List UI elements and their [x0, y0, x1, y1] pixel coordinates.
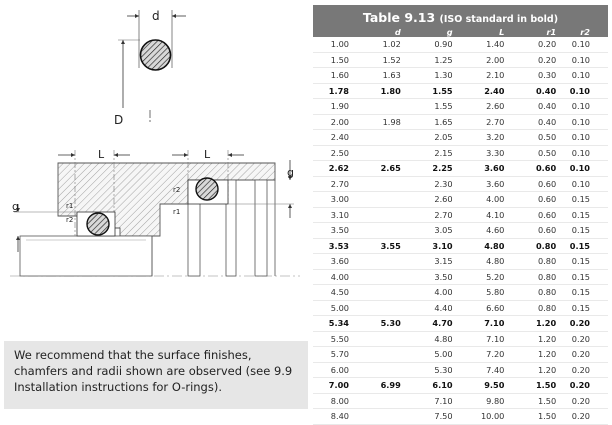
table-cell-d: [349, 269, 401, 285]
table-cell-r2: 0.10: [556, 145, 608, 161]
table-cell-d: [349, 285, 401, 301]
table-cell-g: 4.40: [401, 300, 453, 316]
table-row: [313, 130, 608, 146]
table-cell-c1: 2.62: [313, 161, 349, 177]
table-cell-L: 4.10: [453, 207, 505, 223]
table-cell-r1: 0.20: [504, 37, 556, 52]
table-title: Table 9.13: [362, 10, 436, 25]
table-row: [313, 300, 608, 316]
table-cell-r1: 0.80: [504, 269, 556, 285]
table-row: [313, 362, 608, 378]
table-cell-c1: 4.00: [313, 269, 349, 285]
table-cell-r2: 0.10: [556, 68, 608, 84]
table-cell-L: 3.20: [453, 130, 505, 146]
table-cell-d: [349, 192, 401, 208]
table-cell-r1: 1.20: [504, 316, 556, 332]
table-cell-L: 2.70: [453, 114, 505, 130]
table-row: [313, 83, 608, 99]
table-cell-r2: 0.15: [556, 300, 608, 316]
table-cell-L: 6.60: [453, 300, 505, 316]
table-cell-g: 3.50: [401, 269, 453, 285]
table-row: [313, 145, 608, 161]
table-cell-c1: 3.60: [313, 254, 349, 270]
table-cell-L: 9.80: [453, 393, 505, 409]
header-g: g: [401, 26, 453, 37]
table-cell-d: [349, 393, 401, 409]
table-cell-g: 1.55: [401, 99, 453, 115]
table-row: [313, 114, 608, 130]
dimension-g-label-right: g: [287, 166, 294, 179]
table-cell-r1: 0.60: [504, 192, 556, 208]
table-cell-d: 6.99: [349, 378, 401, 394]
dimension-d-label: d: [152, 9, 160, 23]
table-cell-L: 9.50: [453, 378, 505, 394]
table-cell-L: 3.60: [453, 161, 505, 177]
table-cell-L: 2.10: [453, 68, 505, 84]
table-cell-L: 2.00: [453, 52, 505, 68]
table-cell-c1: 3.00: [313, 192, 349, 208]
table-row: [313, 347, 608, 363]
table-cell-d: [349, 347, 401, 363]
dimension-L-label-right: L: [204, 148, 211, 161]
table-cell-g: 4.00: [401, 285, 453, 301]
table-cell-L: 4.80: [453, 238, 505, 254]
table-cell-r2: 0.10: [556, 83, 608, 99]
table-cell-c1: 6.00: [313, 362, 349, 378]
table-cell-L: 2.40: [453, 83, 505, 99]
table-cell-r2: 0.10: [556, 52, 608, 68]
table-row: [313, 269, 608, 285]
table-cell-L: 5.80: [453, 285, 505, 301]
table-cell-r2: 0.15: [556, 285, 608, 301]
table-cell-r1: 0.80: [504, 300, 556, 316]
table-cell-g: 4.80: [401, 331, 453, 347]
table-cell-g: 0.90: [401, 37, 453, 52]
table-caption: [313, 5, 608, 26]
table-cell-d: [349, 207, 401, 223]
table-cell-r1: 1.20: [504, 347, 556, 363]
radius-r2-label-left: r2: [66, 216, 74, 224]
table-row: [313, 37, 608, 52]
table-cell-r1: 0.20: [504, 52, 556, 68]
header-blank: [313, 26, 349, 37]
table-cell-g: 1.30: [401, 68, 453, 84]
table-cell-g: 2.25: [401, 161, 453, 177]
table-cell-d: [349, 145, 401, 161]
table-cell-r2: 0.10: [556, 114, 608, 130]
table-cell-r1: 0.40: [504, 99, 556, 115]
table-subtitle: (ISO standard in bold): [439, 14, 559, 25]
table-cell-L: 3.30: [453, 145, 505, 161]
table-row: [313, 161, 608, 177]
table-cell-g: 1.25: [401, 52, 453, 68]
table-cell-r2: 0.20: [556, 331, 608, 347]
table-cell-c1: 5.70: [313, 347, 349, 363]
table-cell-r1: 0.60: [504, 223, 556, 239]
table-cell-d: 3.55: [349, 238, 401, 254]
table-cell-c1: 5.00: [313, 300, 349, 316]
table-cell-g: 2.60: [401, 192, 453, 208]
table-cell-c1: 1.50: [313, 52, 349, 68]
table-cell-g: 2.05: [401, 130, 453, 146]
radius-r1-label-right: r1: [173, 208, 181, 216]
table-cell-d: 1.02: [349, 37, 401, 52]
table-cell-r2: 0.20: [556, 316, 608, 332]
table-cell-g: 1.65: [401, 114, 453, 130]
o-ring-cross-section: [118, 10, 186, 124]
table-cell-L: 1.40: [453, 37, 505, 52]
table-row: [313, 223, 608, 239]
table-cell-d: 2.65: [349, 161, 401, 177]
table-cell-g: 2.15: [401, 145, 453, 161]
installation-note-text: We recommend that the surface finishes, chamfers and radii shown are observed (see 9.9 Installation instructions for O-rings).: [14, 348, 293, 394]
table-cell-c1: 2.40: [313, 130, 349, 146]
table-row: [313, 176, 608, 192]
table-cell-r1: 0.40: [504, 114, 556, 130]
table-row: [313, 378, 608, 394]
table-cell-r1: 0.80: [504, 254, 556, 270]
table-cell-r2: 0.20: [556, 347, 608, 363]
table-cell-r2: 0.15: [556, 254, 608, 270]
table-row: [313, 52, 608, 68]
table-cell-g: 7.10: [401, 393, 453, 409]
table-cell-c1: 5.34: [313, 316, 349, 332]
table-cell-r1: 1.20: [504, 331, 556, 347]
table-cell-c1: 8.00: [313, 393, 349, 409]
table-cell-d: [349, 223, 401, 239]
table-cell-c1: 2.50: [313, 145, 349, 161]
table-cell-d: 1.80: [349, 83, 401, 99]
table-cell-r1: 0.50: [504, 145, 556, 161]
installation-note: [4, 341, 308, 409]
table-cell-L: 7.10: [453, 331, 505, 347]
table-cell-r2: 0.20: [556, 393, 608, 409]
table-cell-g: 4.70: [401, 316, 453, 332]
table-cell-d: [349, 99, 401, 115]
table-cell-d: 5.30: [349, 316, 401, 332]
header-L: L: [453, 26, 505, 37]
table-cell-c1: 1.90: [313, 99, 349, 115]
table-cell-c1: 1.78: [313, 83, 349, 99]
table-cell-d: [349, 130, 401, 146]
table-cell-r1: 1.50: [504, 378, 556, 394]
table-row: [313, 207, 608, 223]
table-cell-r2: 0.15: [556, 207, 608, 223]
table-cell-L: 7.10: [453, 316, 505, 332]
table-cell-d: [349, 362, 401, 378]
table-cell-r2: 0.20: [556, 362, 608, 378]
table-cell-d: [349, 331, 401, 347]
table-cell-L: 3.60: [453, 176, 505, 192]
table-row: [313, 254, 608, 270]
table-cell-d: 1.52: [349, 52, 401, 68]
table-row: [313, 238, 608, 254]
table-body: [313, 37, 608, 424]
table-cell-g: 2.70: [401, 207, 453, 223]
table-cell-r2: 0.15: [556, 223, 608, 239]
table-cell-g: 1.55: [401, 83, 453, 99]
table-cell-r1: 0.80: [504, 238, 556, 254]
table-cell-r1: 0.60: [504, 161, 556, 177]
table-cell-c1: 2.70: [313, 176, 349, 192]
table-cell-c1: 1.60: [313, 68, 349, 84]
radius-r1-label-left: r1: [66, 202, 74, 210]
table-cell-g: 6.10: [401, 378, 453, 394]
header-d: d: [349, 26, 401, 37]
table-cell-d: [349, 254, 401, 270]
table-cell-c1: 4.50: [313, 285, 349, 301]
table-header-row: [313, 26, 608, 37]
table-row: [313, 331, 608, 347]
table-cell-r1: 1.50: [504, 393, 556, 409]
table-row: [313, 68, 608, 84]
table-cell-r2: 0.10: [556, 176, 608, 192]
table-cell-g: 3.10: [401, 238, 453, 254]
table-cell-r1: 0.60: [504, 207, 556, 223]
table-cell-L: 4.00: [453, 192, 505, 208]
table-cell-r1: 0.50: [504, 130, 556, 146]
table-row: [313, 393, 608, 409]
header-r2: r2: [556, 26, 608, 37]
table-row: [313, 99, 608, 115]
table-cell-r1: 0.40: [504, 83, 556, 99]
table-cell-r1: 0.30: [504, 68, 556, 84]
table-row: [313, 285, 608, 301]
table-cell-L: 7.20: [453, 347, 505, 363]
table-cell-g: 2.30: [401, 176, 453, 192]
table-row: [313, 192, 608, 208]
table-cell-r2: 0.10: [556, 37, 608, 52]
table-cell-r2: 0.20: [556, 409, 608, 425]
table-cell-d: 1.98: [349, 114, 401, 130]
table-cell-d: [349, 409, 401, 425]
table-cell-L: 2.60: [453, 99, 505, 115]
table-cell-r1: 1.20: [504, 362, 556, 378]
table-cell-L: 4.80: [453, 254, 505, 270]
table-cell-c1: 3.10: [313, 207, 349, 223]
dimension-L-label-left: L: [98, 148, 105, 161]
table-row: [313, 409, 608, 425]
table-cell-L: 4.60: [453, 223, 505, 239]
table-cell-r1: 1.50: [504, 409, 556, 425]
radius-r2-label-right: r2: [173, 186, 181, 194]
table-cell-g: 7.50: [401, 409, 453, 425]
table-cell-g: 5.00: [401, 347, 453, 363]
table-cell-r2: 0.15: [556, 192, 608, 208]
table-cell-c1: 3.50: [313, 223, 349, 239]
table-cell-g: 3.15: [401, 254, 453, 270]
table-cell-g: 5.30: [401, 362, 453, 378]
table-cell-L: 10.00: [453, 409, 505, 425]
table-cell-g: 3.05: [401, 223, 453, 239]
table-cell-L: 7.40: [453, 362, 505, 378]
dimension-g-label-left: g: [12, 200, 19, 213]
table-cell-r2: 0.10: [556, 161, 608, 177]
table-cell-L: 5.20: [453, 269, 505, 285]
table-cell-d: [349, 300, 401, 316]
table-cell-r1: 0.80: [504, 285, 556, 301]
header-r1: r1: [504, 26, 556, 37]
table-cell-r2: 0.15: [556, 238, 608, 254]
dimension-D-label: D: [114, 113, 124, 127]
table-cell-r1: 0.60: [504, 176, 556, 192]
table-cell-c1: 3.53: [313, 238, 349, 254]
table-row: [313, 316, 608, 332]
housing-cross-section: [10, 150, 300, 276]
table-cell-c1: 5.50: [313, 331, 349, 347]
table-cell-r2: 0.10: [556, 130, 608, 146]
table-cell-r2: 0.20: [556, 378, 608, 394]
table-cell-d: [349, 176, 401, 192]
table-cell-r2: 0.15: [556, 269, 608, 285]
table-cell-c1: 2.00: [313, 114, 349, 130]
table-cell-d: 1.63: [349, 68, 401, 84]
oring-dimension-table: [313, 5, 608, 425]
table-cell-c1: 8.40: [313, 409, 349, 425]
table-cell-c1: 1.00: [313, 37, 349, 52]
table-cell-r2: 0.10: [556, 99, 608, 115]
table-cell-c1: 7.00: [313, 378, 349, 394]
